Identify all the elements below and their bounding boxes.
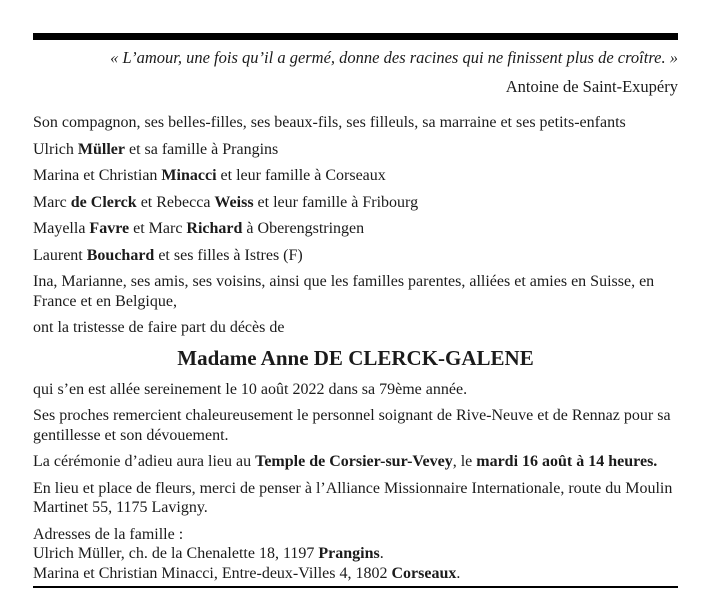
announcement-line: ont la tristesse de faire part du décès de (33, 319, 285, 336)
family-line-declerck-weiss: Marc de Clerck et Rebecca Weiss et leur famille à Fribourg (33, 193, 419, 211)
address-line-corseaux: Marina et Christian Minacci, Entre-deux-Villes 4, 1802 Corseaux. (33, 564, 461, 582)
bottom-rule (33, 586, 678, 588)
addresses-heading: Adresses de la famille : (33, 525, 184, 543)
family-line-favre-richard: Mayella Favre et Marc Richard à Oberengstringen (33, 220, 365, 237)
obituary-document (33, 0, 678, 588)
address-line-prangins: Ulrich Müller, ch. de la Chenalette 18, 1197 Prangins. (33, 545, 384, 562)
deceased-name: Madame Anne DE CLERCK-GALENE (177, 345, 534, 370)
family-line-muller: Ulrich Müller et sa famille à Prangins (33, 140, 279, 158)
death-date-line: qui s’en est allée sereinement le 10 août 2022 dans sa 79ème année. (33, 380, 468, 398)
epigraph-attribution: Antoine de Saint-Exupéry (505, 77, 678, 96)
addresses-block (33, 525, 678, 584)
family-line-minacci: Marina et Christian Minacci et leur famille à Corseaux (33, 167, 386, 184)
ceremony-line: La cérémonie d’adieu aura lieu au Temple de Corsier-sur-Vevey, le mardi 16 août à 14 heures. (33, 453, 658, 470)
intro-line: Son compagnon, ses belles-filles, ses beaux-fils, ses filleuls, sa marraine et ses petits-enfants (33, 114, 626, 131)
mourners-line: Ina, Marianne, ses amis, ses voisins, ainsi que les familles parentes, alliées et amies en Suisse, en France et en Belgique, (33, 273, 655, 310)
epigraph-quote: « L’amour, une fois qu’il a germé, donne des racines qui ne finissent plus de croître. » (110, 48, 678, 67)
donation-line: En lieu et place de fleurs, merci de penser à l’Alliance Missionnaire Internationale, route du Moulin Martinet 55, 1175 Lavigny. (33, 479, 673, 516)
top-rule (33, 33, 678, 40)
family-line-bouchard: Laurent Bouchard et ses filles à Istres (F) (33, 246, 303, 264)
thanks-line: Ses proches remercient chaleureusement le personnel soignant de Rive-Neuve et de Rennaz pour sa gentillesse et son dévouement. (33, 407, 671, 444)
